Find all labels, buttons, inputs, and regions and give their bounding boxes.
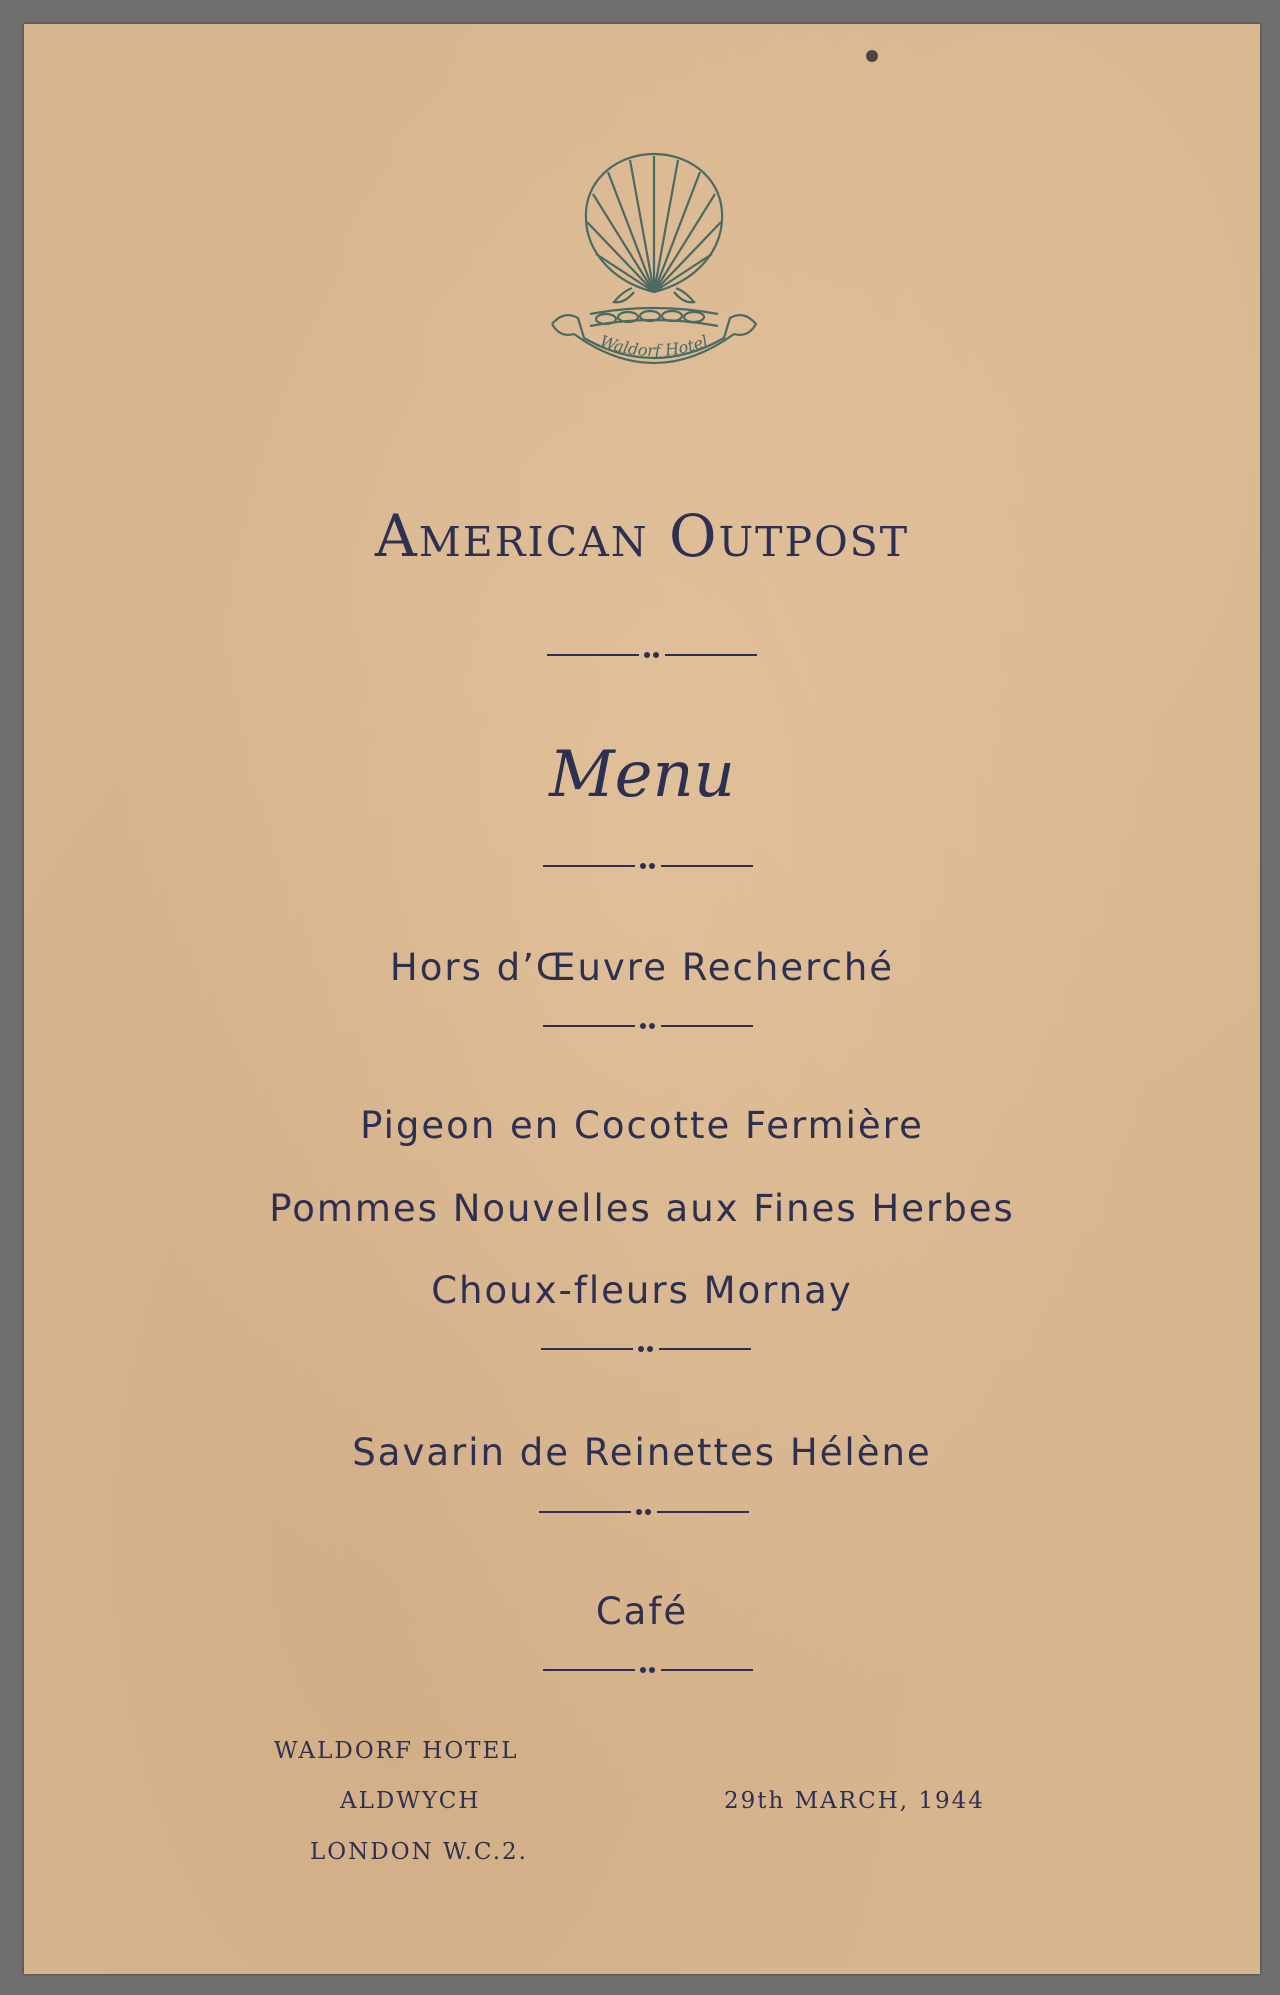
waldorf-shell-logo-icon — [544, 142, 764, 382]
page-title: American Outpost — [374, 502, 910, 570]
address-line-hotel: WALDORF HOTEL — [274, 1738, 519, 1764]
menu-heading: Menu — [549, 738, 735, 812]
divider-5 — [539, 1507, 749, 1517]
divider-6 — [543, 1665, 753, 1675]
course-pommes: Pommes Nouvelles aux Fines Herbes — [269, 1187, 1015, 1230]
course-savarin: Savarin de Reinettes Hélène — [352, 1431, 932, 1474]
address-line-street: ALDWYCH — [340, 1788, 481, 1814]
menu-card — [24, 24, 1260, 1974]
divider-3 — [543, 1021, 753, 1031]
address-line-city: LONDON W.C.2. — [310, 1839, 528, 1865]
course-hors-doeuvre: Hors d’Œuvre Recherché — [389, 946, 895, 989]
divider-4 — [541, 1344, 751, 1354]
course-pigeon: Pigeon en Cocotte Fermière — [360, 1104, 924, 1147]
course-cafe: Café — [595, 1590, 689, 1633]
divider-1 — [547, 650, 757, 660]
divider-2 — [543, 861, 753, 871]
logo-ribbon-text: Waldorf Hotel — [597, 331, 711, 361]
menu-date: 29th MARCH, 1944 — [724, 1788, 985, 1814]
course-choux-fleurs: Choux-fleurs Mornay — [431, 1269, 853, 1312]
paper-spot — [866, 50, 878, 62]
